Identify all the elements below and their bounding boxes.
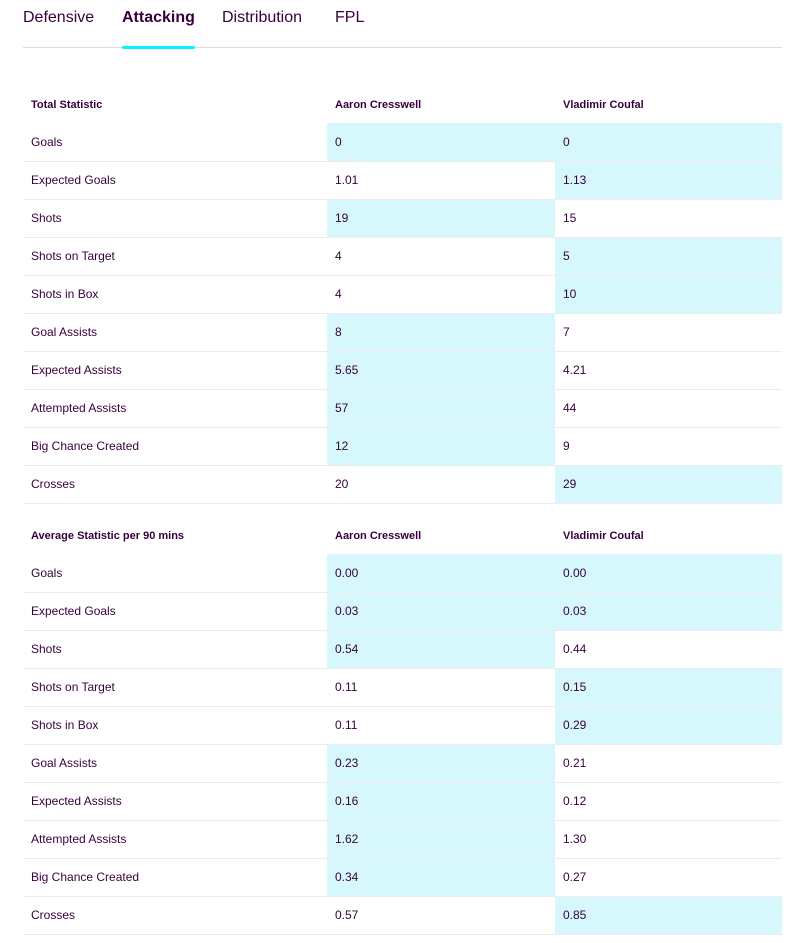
player1-value: 0 [327,123,555,161]
player2-value: 10 [555,275,782,313]
player2-value: 0.27 [555,858,782,896]
table-row [23,554,782,592]
stat-column-header: Total Statistic [31,98,103,111]
stat-label: Attempted Assists [23,820,327,858]
player2-value: 0.15 [555,668,782,706]
player1-value: 0.23 [327,744,555,782]
average-statistic-table [23,517,782,935]
tab-fpl[interactable]: FPL [335,9,365,26]
stat-label: Shots on Target [23,237,327,275]
player2-value: 0.21 [555,744,782,782]
total-statistic-table [23,86,782,504]
stat-tabs [23,0,782,48]
stat-label: Shots on Target [23,668,327,706]
player1-value: 57 [327,389,555,427]
player1-value: 19 [327,199,555,237]
stat-column-header: Average Statistic per 90 mins [31,529,185,542]
table-row [23,389,782,427]
player2-value: 0.85 [555,896,782,934]
table-row [23,237,782,275]
player1-value: 8 [327,313,555,351]
player1-value: 4 [327,275,555,313]
player2-column-header: Vladimir Coufal [563,529,644,542]
player1-value: 0.16 [327,782,555,820]
stat-label: Crosses [23,465,327,503]
stat-label: Shots in Box [23,275,327,313]
player2-value: 5 [555,237,782,275]
player2-value: 44 [555,389,782,427]
table-row [23,820,782,858]
table-row [23,275,782,313]
table-row [23,782,782,820]
player1-value: 0.00 [327,554,555,592]
table-row [23,668,782,706]
player1-column-header: Aaron Cresswell [335,529,422,542]
stat-label: Goals [23,554,327,592]
stat-label: Expected Goals [23,161,327,199]
stat-label: Expected Goals [23,592,327,630]
player2-value: 0.12 [555,782,782,820]
player1-value: 0.57 [327,896,555,934]
player2-value: 4.21 [555,351,782,389]
player2-value: 29 [555,465,782,503]
table-row [23,858,782,896]
player2-value: 1.30 [555,820,782,858]
player2-value: 0.29 [555,706,782,744]
player2-value: 15 [555,199,782,237]
stat-label: Expected Assists [23,782,327,820]
player1-value: 20 [327,465,555,503]
player1-value: 0.11 [327,706,555,744]
table-row [23,123,782,161]
tab-defensive[interactable]: Defensive [23,9,95,26]
player1-column-header: Aaron Cresswell [335,98,422,111]
player1-value: 0.54 [327,630,555,668]
table-header-row [23,86,782,123]
table-row [23,351,782,389]
stat-label: Expected Assists [23,351,327,389]
tab-distribution[interactable]: Distribution [222,9,303,26]
tab-attacking[interactable]: Attacking [122,9,195,48]
player2-value: 0.44 [555,630,782,668]
stat-label: Shots [23,630,327,668]
stat-label: Big Chance Created [23,858,327,896]
player1-value: 5.65 [327,351,555,389]
player1-value: 0.03 [327,592,555,630]
table-row [23,630,782,668]
stat-label: Goals [23,123,327,161]
player2-value: 9 [555,427,782,465]
table-row [23,313,782,351]
stat-label: Big Chance Created [23,427,327,465]
stat-label: Goal Assists [23,744,327,782]
player1-value: 0.34 [327,858,555,896]
player1-value: 1.01 [327,161,555,199]
stat-label: Crosses [23,896,327,934]
table-row [23,161,782,199]
table-row [23,465,782,503]
stat-label: Shots [23,199,327,237]
player1-value: 12 [327,427,555,465]
player1-value: 0.11 [327,668,555,706]
table-row [23,744,782,782]
table-row [23,706,782,744]
player1-value: 4 [327,237,555,275]
table-row [23,427,782,465]
player2-value: 0 [555,123,782,161]
player1-value: 1.62 [327,820,555,858]
player2-value: 7 [555,313,782,351]
stat-label: Shots in Box [23,706,327,744]
table-row [23,199,782,237]
player2-value: 1.13 [555,161,782,199]
stat-label: Attempted Assists [23,389,327,427]
player2-value: 0.03 [555,592,782,630]
table-row [23,896,782,934]
stat-label: Goal Assists [23,313,327,351]
table-row [23,592,782,630]
player2-column-header: Vladimir Coufal [563,98,644,111]
table-header-row [23,517,782,554]
player2-value: 0.00 [555,554,782,592]
